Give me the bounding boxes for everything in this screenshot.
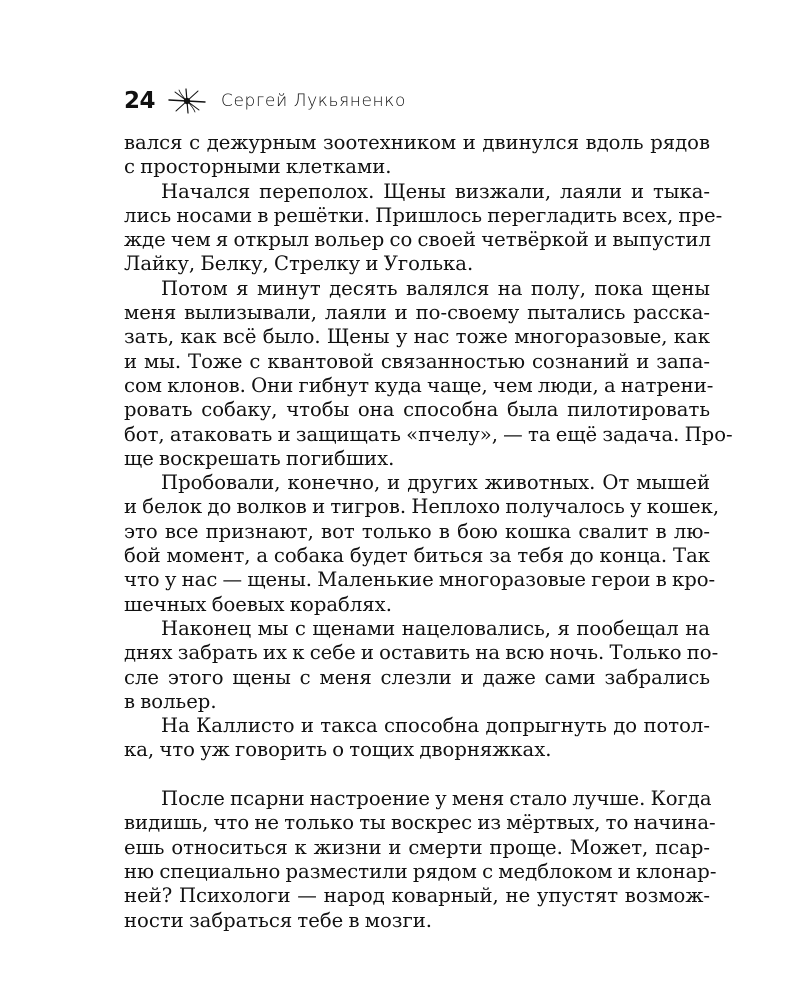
text-line: ности забраться тебе в мозги. [124, 908, 433, 932]
text-line: бот, атаковать и защищать «пчелу», — та ещё задача. Про- [124, 422, 733, 446]
text-line: ней? Психологи — народ коварный, не упустят возмож- [124, 884, 710, 908]
text-line: Наконец мы с щенами нацеловались, я пообещал на [161, 616, 710, 640]
page-number: 24 [124, 88, 156, 114]
text-line: вался с дежурным зоотехником и двинулся вдоль рядов [124, 131, 710, 154]
text-line: зать, как всё было. Щены у нас тоже многоразовые, как [124, 325, 710, 349]
text-line: что у нас — щены. Маленькие многоразовые герои в кро- [124, 568, 716, 592]
text-line: Начался переполох. Щены визжали, лаяли и тыка- [161, 179, 710, 203]
text-line: шечных боевых кораблях. [124, 592, 392, 616]
text-line: Пробовали, конечно, и других животных. От мышей [161, 471, 710, 495]
text-line: и мы. Тоже с квантовой связанностью сознаний и запа- [124, 349, 710, 373]
text-line: днях забрать их к себе и оставить на всю ночь. Только по- [124, 641, 719, 665]
text-line: ка, что уж говорить о тощих дворняжках. [124, 738, 552, 762]
text-line: ровать собаку, чтобы она способна была пилотировать [124, 398, 710, 422]
text-line: После псарни настроение у меня стало лучше. Когда [161, 787, 712, 811]
text-line: ще воскрешать погибших. [124, 446, 395, 470]
star-burst-icon [167, 88, 207, 114]
body-text [124, 131, 733, 933]
text-line: лись носами в решётки. Пришлось перегладить всех, пре- [124, 203, 723, 227]
text-line: видишь, что не только ты воскрес из мёртвых, то начина- [124, 811, 716, 835]
text-line: с просторными клетками. [124, 155, 392, 179]
text-line: жде чем я открыл вольер со своей четвёркой и выпустил [124, 228, 711, 252]
text-line: Лайку, Белку, Стрелку и Уголька. [124, 252, 474, 276]
section-break [124, 763, 710, 787]
text-line: меня вылизывали, лаяли и по-своему пытались расска- [124, 301, 710, 325]
running-head-author: Сергей Лукьяненко [221, 91, 406, 111]
text-line: это все признают, вот только в бою кошка свалит в лю- [124, 519, 710, 543]
text-line: ешь относиться к жизни и смерти проще. Может, псар- [124, 835, 710, 859]
text-line: сом клонов. Они гибнут куда чаще, чем люди, а натрени- [124, 373, 714, 397]
text-line: бой момент, а собака будет биться за тебя до конца. Так [124, 544, 710, 568]
text-line: ню специально разместили рядом с медблоком и клонар- [124, 859, 717, 883]
text-line: На Каллисто и такса способна допрыгнуть до потол- [161, 714, 710, 738]
text-line: и белок до волков и тигров. Неплохо получалось у кошек, [124, 495, 720, 519]
text-line: Потом я минут десять валялся на полу, пока щены [161, 276, 710, 300]
text-line: сле этого щены с меня слезли и даже сами забрались [124, 665, 710, 689]
page-header [124, 86, 406, 116]
text-line: в вольер. [124, 689, 217, 713]
